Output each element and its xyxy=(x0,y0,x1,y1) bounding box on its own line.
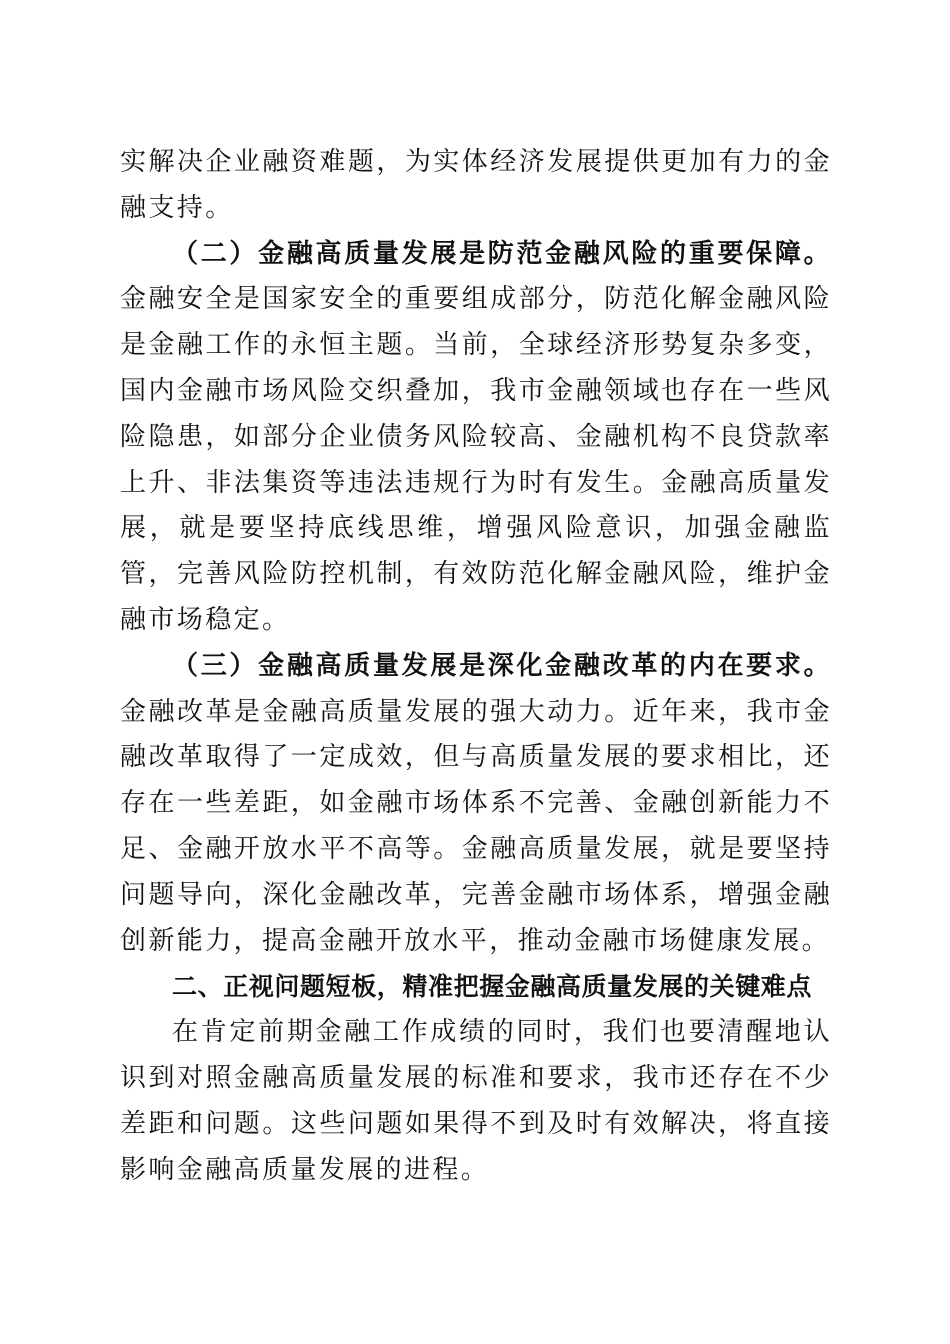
continuation-paragraph: 实解决企业融资难题，为实体经济发展提供更加有力的金融支持。 xyxy=(120,147,832,223)
section-3-body: 金融改革是金融高质量发展的强大动力。近年来，我市金融改革取得了一定成效，但与高质量发展的要求相比，还存在一些差距，如金融市场体系不完善、金融创新能力不足、金融开放水平不高等。金融高质量发展，就是要坚持问题导向，深化金融改革，完善金融市场体系，增强金融创新能力，提高金融开放水平，推动金融市场健康发展。 xyxy=(120,696,832,956)
part-two-heading: 二、正视问题短板，精准把握金融高质量发展的关键难点 xyxy=(172,972,813,1002)
document-body xyxy=(120,140,832,1193)
section-3-lead: （三）金融高质量发展是深化金融改革的内在要求。 xyxy=(172,650,832,681)
section-2-lead: （二）金融高质量发展是防范金融风险的重要保障。 xyxy=(172,238,832,269)
section-3-paragraph xyxy=(120,644,832,965)
part-two-intro-paragraph: 在肯定前期金融工作成绩的同时，我们也要清醒地认识到对照金融高质量发展的标准和要求，我市还存在不少差距和问题。这些问题如果得不到及时有效解决，将直接影响金融高质量发展的进程。 xyxy=(120,1017,832,1185)
section-2-paragraph xyxy=(120,232,832,644)
section-2-body: 金融安全是国家安全的重要组成部分，防范化解金融风险是金融工作的永恒主题。当前，全球经济形势复杂多变，国内金融市场风险交织叠加，我市金融领域也存在一些风险隐患，如部分企业债务风险较高、金融机构不良贷款率上升、非法集资等违法违规行为时有发生。金融高质量发展，就是要坚持底线思维，增强风险意识，加强金融监管，完善风险防控机制，有效防范化解金融风险，维护金融市场稳定。 xyxy=(120,284,832,635)
